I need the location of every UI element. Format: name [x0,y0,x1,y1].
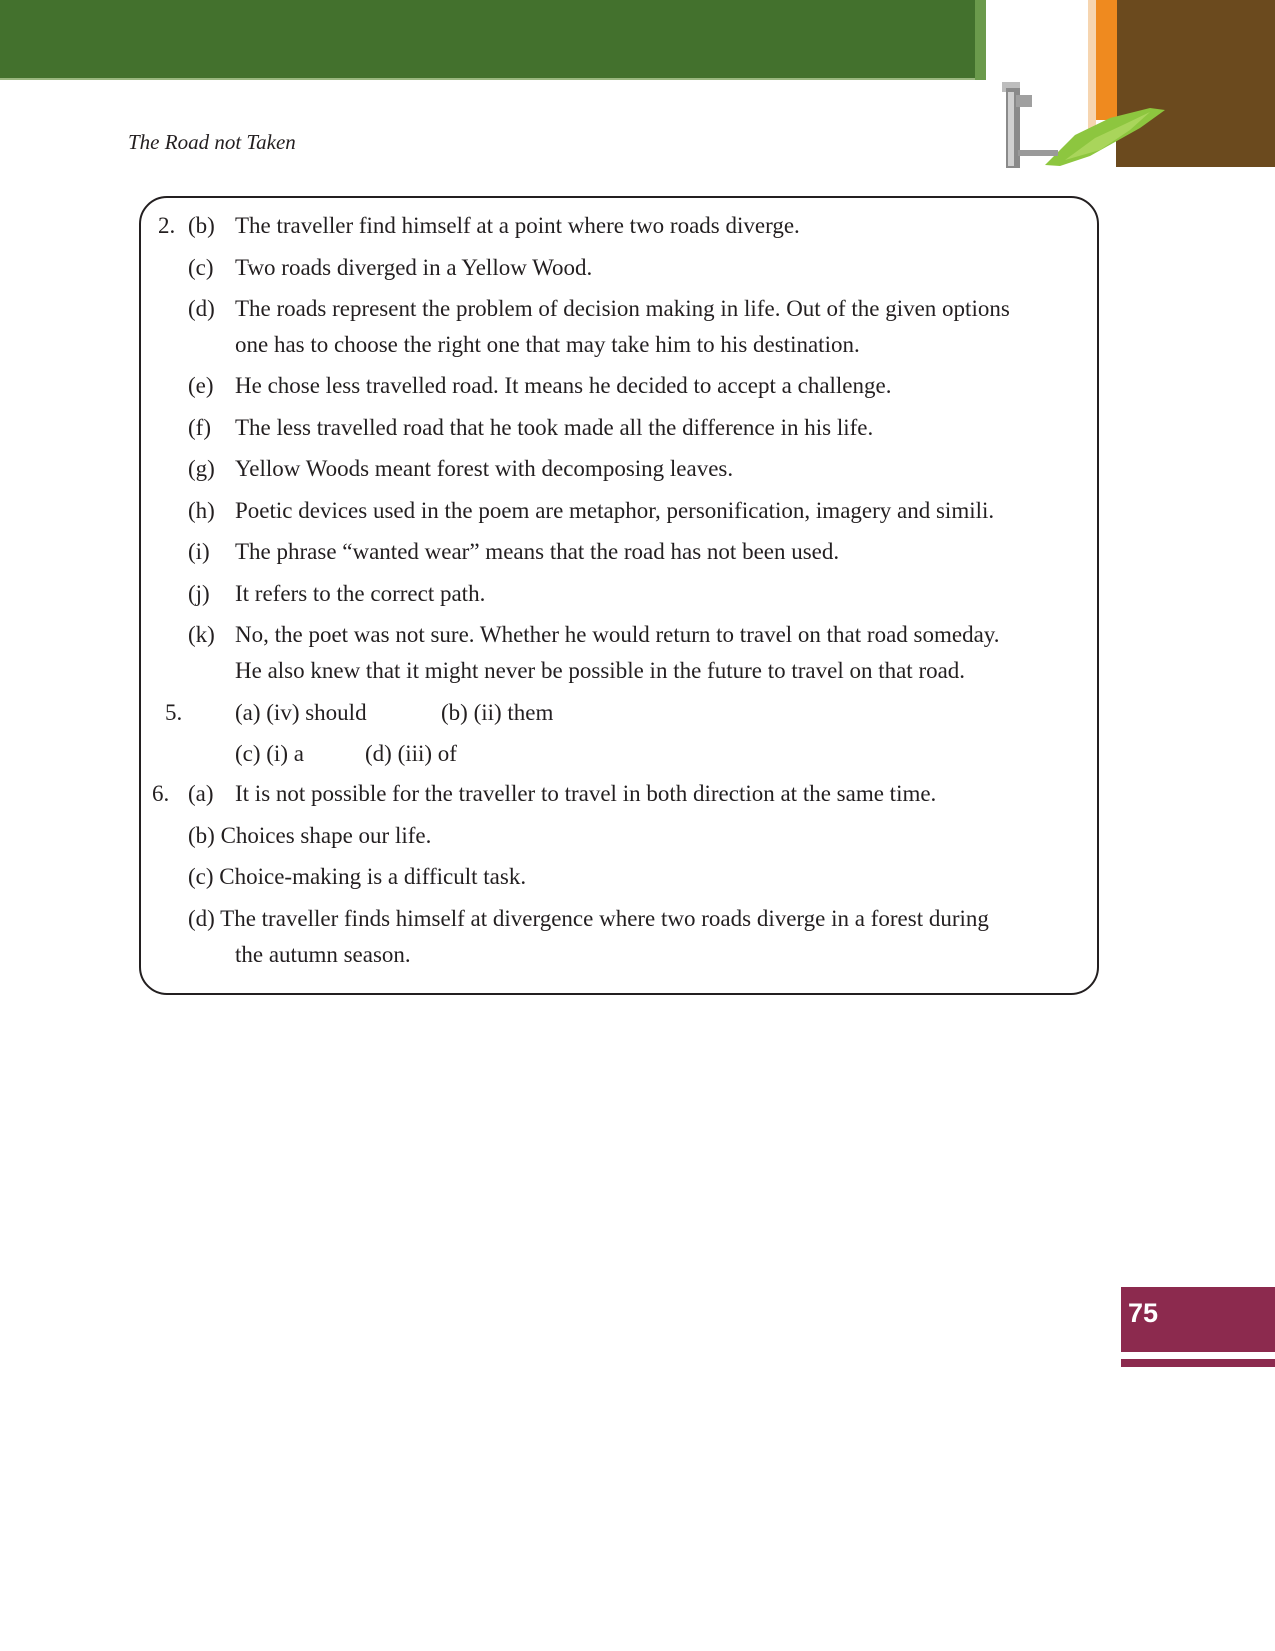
orange-stripe [1095,0,1117,120]
answer-text: No, the poet was not sure. Whether he would return to travel on that road someday. [235,622,1000,647]
header-green-band [0,0,985,78]
answer-text: It is not possible for the traveller to travel in both direction at the same time. [235,781,937,806]
answer-option: (b) (ii) them [441,700,554,725]
answer-option: (d) (iii) of [365,741,457,766]
answer-label: (h) [188,498,215,523]
answer-text-continued: one has to choose the right one that may take him to his destination. [235,332,860,357]
corner-tree-art [990,0,1275,175]
page-number: 75 [1128,1298,1159,1328]
header-band-edge [0,78,985,80]
answer-label: (j) [188,581,210,606]
answer-label: (f) [188,415,211,440]
answer-label: (g) [188,456,215,481]
answer-label: (c) [188,255,214,280]
answer-text: The less travelled road that he took made all the difference in his life. [235,415,874,440]
peach-stripe [1088,0,1096,130]
answer-text: Poetic devices used in the poem are metaphor, personification, imagery and simili. [235,498,995,523]
answer-label: (e) [188,373,214,398]
answer-text: (d) The traveller finds himself at divergence where two roads diverge in a forest during [188,906,989,931]
answer-text: (b) Choices shape our life. [188,823,432,848]
answer-text-continued: the autumn season. [235,942,411,967]
answer-label: (i) [188,539,210,564]
answer-option: (a) (iv) should [235,700,367,725]
answer-text: (c) Choice-making is a difficult task. [188,864,527,889]
answer-text: The phrase “wanted wear” means that the road has not been used. [235,539,840,564]
question-number-6: 6. [152,781,170,806]
header-band-lip [975,0,986,80]
answer-text: The traveller find himself at a point where two roads diverge. [235,213,800,238]
answer-text: It refers to the correct path. [235,581,486,606]
trunk-block [1116,0,1275,167]
answer-label: (d) [188,296,215,321]
answer-text-continued: He also knew that it might never be possible in the future to travel on that road. [235,658,966,683]
answer-text: He chose less travelled road. It means he decided to accept a challenge. [235,373,892,398]
running-header-title: The Road not Taken [128,130,296,154]
answer-text: Yellow Woods meant forest with decomposing leaves. [235,456,734,481]
question-number-5: 5. [165,700,183,725]
grey-stick-light [1008,92,1014,166]
answer-label: (k) [188,622,215,647]
grey-stick-foot [1018,150,1058,156]
answer-text: The roads represent the problem of decision making in life. Out of the given options [235,296,1010,321]
answer-label: (b) [188,213,215,238]
page-number-rule [1121,1359,1275,1367]
answer-label: (a) [188,781,214,806]
grey-stick-cap [1016,95,1032,107]
answer-option: (c) (i) a [235,741,304,766]
question-number-2: 2. [158,213,176,238]
answer-text: Two roads diverged in a Yellow Wood. [235,255,593,280]
